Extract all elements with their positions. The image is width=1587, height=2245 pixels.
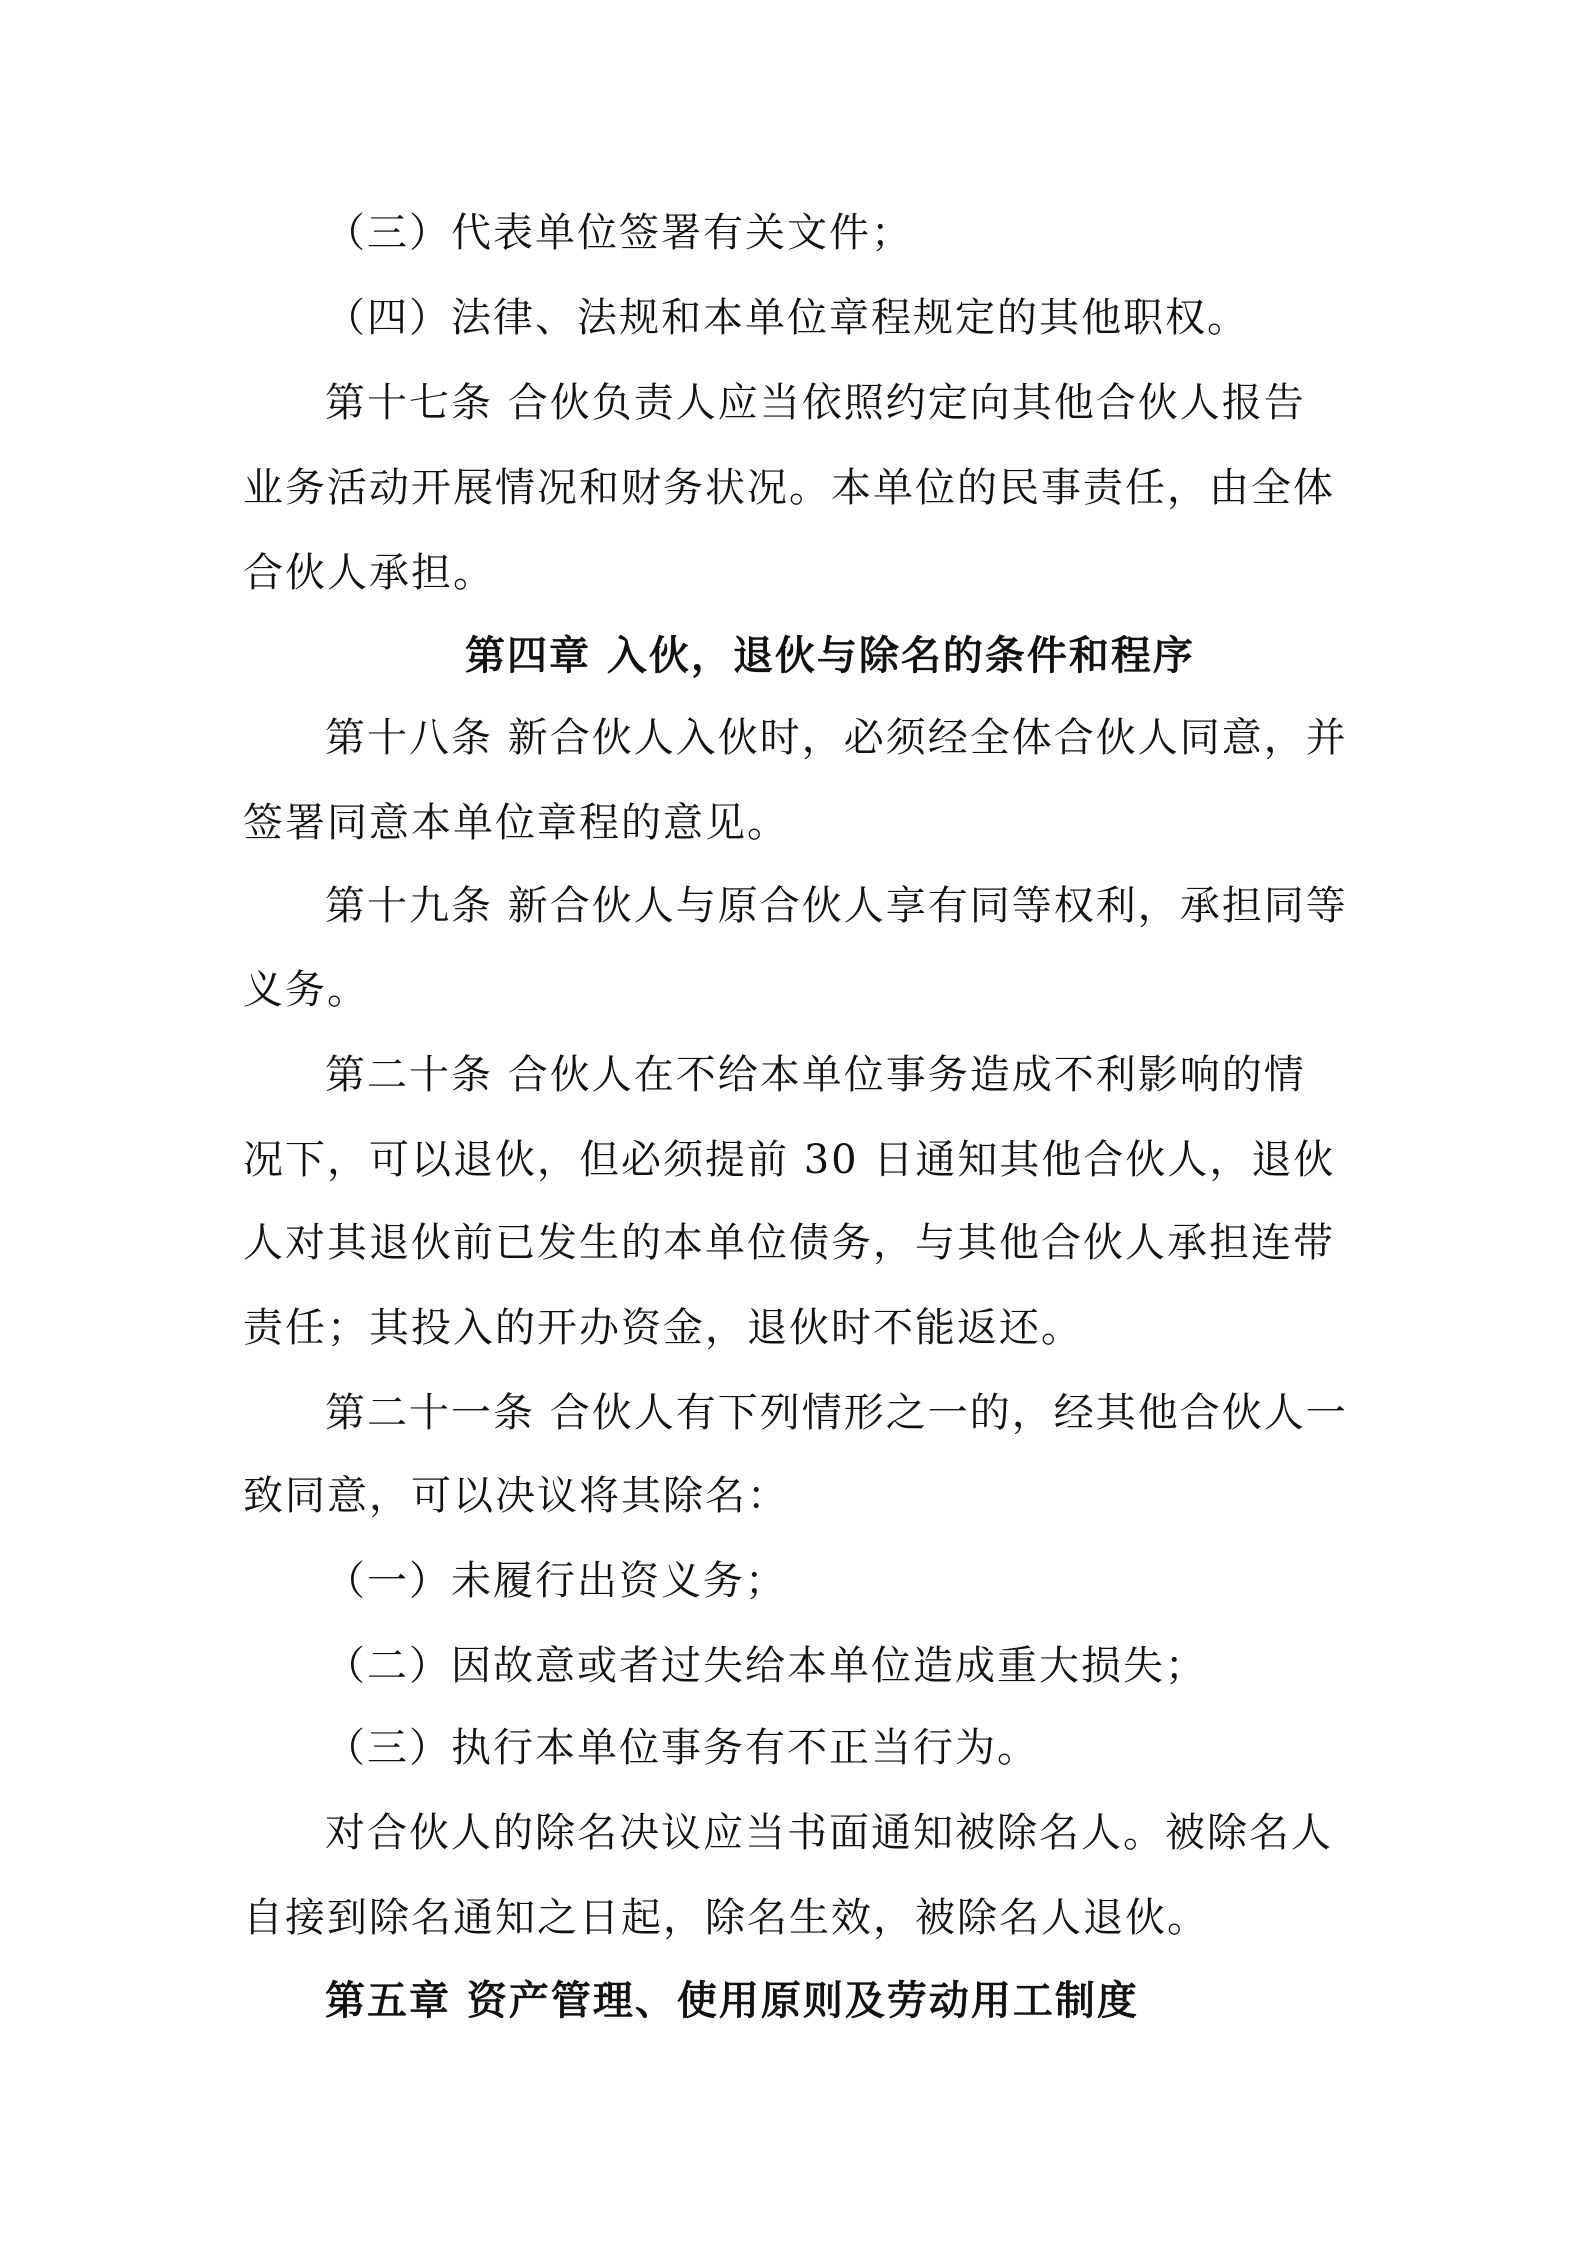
text-line: 第二十条 合伙人在不给本单位事务造成不利影响的情	[325, 1052, 1306, 1098]
text-line: （一）未履行出资义务；	[325, 1558, 787, 1604]
text-line: 况下，可以退伙，但必须提前 30 日通知其他合伙人，退伙	[243, 1137, 1336, 1183]
text-line: 责任；其投入的开办资金，退伙时不能返还。	[243, 1305, 1083, 1351]
text-line: 对合伙人的除名决议应当书面通知被除名人。被除名人	[325, 1810, 1333, 1856]
text-line: 人对其退伙前已发生的本单位债务，与其他合伙人承担连带	[243, 1220, 1335, 1266]
text-line: 第十九条 新合伙人与原合伙人享有同等权利，承担同等	[325, 883, 1348, 929]
text-line: 自接到除名通知之日起，除名生效，被除名人退伙。	[243, 1895, 1209, 1941]
text-line: （三）执行本单位事务有不正当行为。	[325, 1725, 1039, 1771]
text-line: （四）法律、法规和本单位章程规定的其他职权。	[325, 295, 1249, 341]
text-line: 第十八条 新合伙人入伙时，必须经全体合伙人同意，并	[325, 715, 1348, 761]
text-line: 合伙人承担。	[243, 550, 495, 596]
text-line: 致同意，可以决议将其除名：	[243, 1473, 789, 1519]
chapter-heading: 第五章 资产管理、使用原则及劳动用工制度	[325, 1977, 1139, 2024]
chapter-heading: 第四章 入伙，退伙与除名的条件和程序	[465, 632, 1195, 679]
text-line: （二）因故意或者过失给本单位造成重大损失；	[325, 1643, 1207, 1689]
text-line: 签署同意本单位章程的意见。	[243, 800, 789, 846]
text-line: 第二十一条 合伙人有下列情形之一的，经其他合伙人一	[325, 1390, 1348, 1436]
text-line: 业务活动开展情况和财务状况。本单位的民事责任，由全体	[243, 465, 1335, 511]
text-line: （三）代表单位签署有关文件；	[325, 210, 913, 256]
text-line: 第十七条 合伙负责人应当依照约定向其他合伙人报告	[325, 380, 1306, 426]
text-line: 义务。	[243, 967, 369, 1013]
